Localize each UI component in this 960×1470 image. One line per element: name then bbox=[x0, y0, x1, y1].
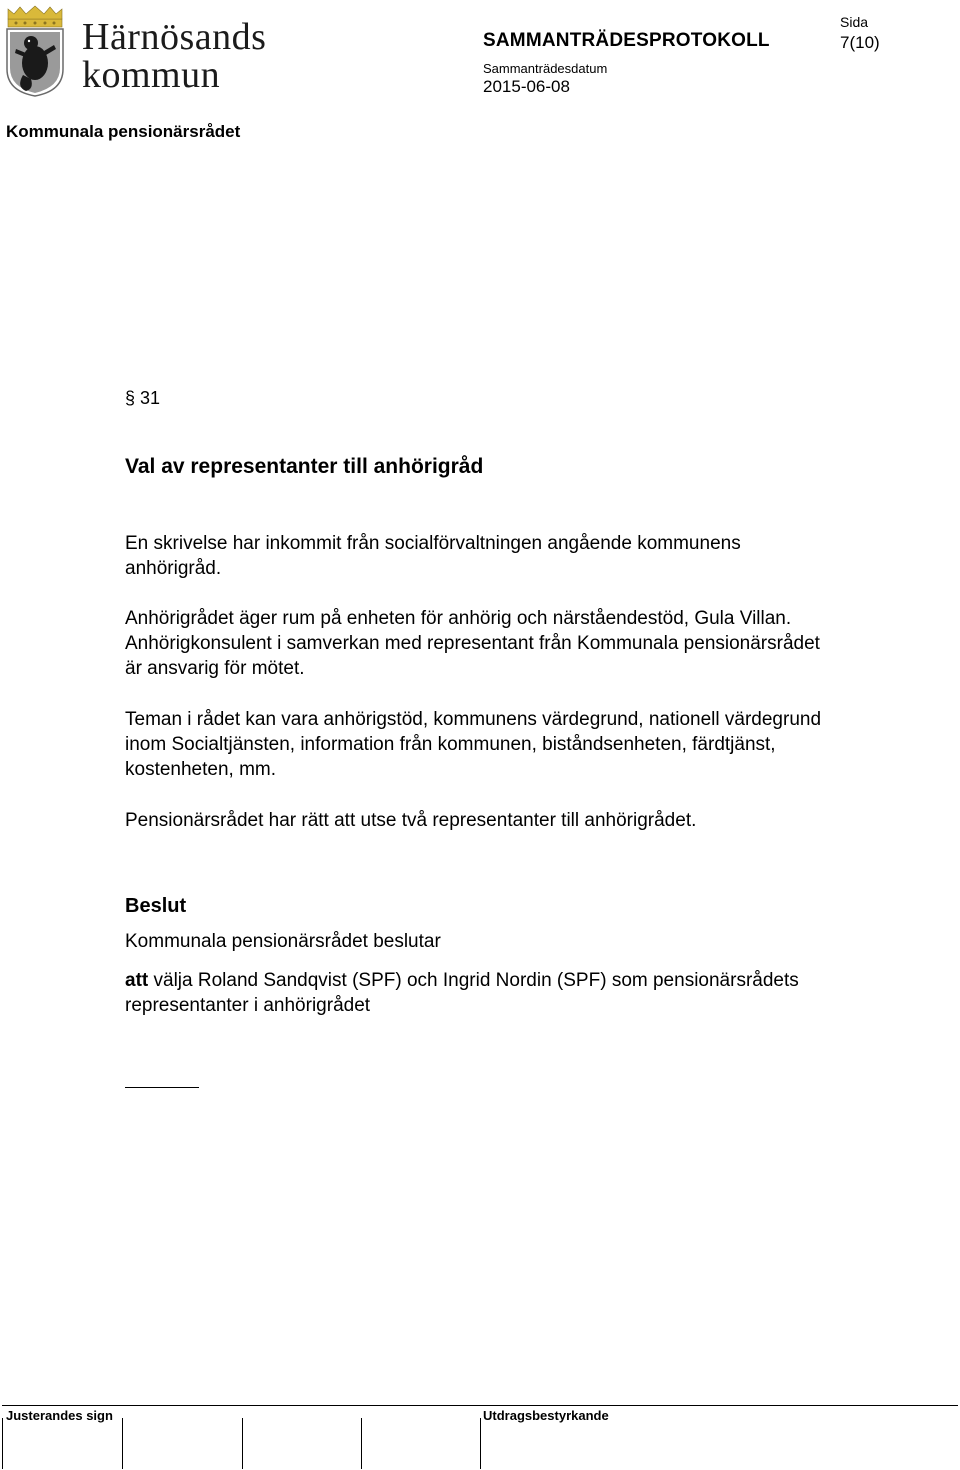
municipality-name-line2: kommun bbox=[82, 54, 221, 96]
meeting-date-label: Sammanträdesdatum bbox=[483, 61, 608, 76]
decision-intro: Kommunala pensionärsrådet beslutar bbox=[125, 931, 441, 952]
table-divider bbox=[361, 1418, 362, 1469]
coat-of-arms-icon bbox=[4, 5, 66, 97]
table-divider bbox=[2, 1418, 3, 1469]
decision-text bbox=[125, 968, 825, 1018]
decision-body: välja Roland Sandqvist (SPF) och Ingrid Nordin (SPF) som pensionärsrådets representanter i anhörigrådet bbox=[125, 970, 799, 1016]
section-title: Val av representanter till anhörigråd bbox=[125, 455, 484, 478]
body-paragraph: Teman i rådet kan vara anhörigstöd, kommunens värdegrund, nationell värdegrund inom Socialtjänsten, information från kommunen, biståndsenheten, färdtjänst, kostenheten, mm. bbox=[125, 709, 822, 780]
municipality-name-line1: Härnösands bbox=[82, 16, 267, 58]
document-type: SAMMANTRÄDESPROTOKOLL bbox=[483, 30, 770, 51]
decision-heading: Beslut bbox=[125, 895, 187, 917]
paragraph-number: § 31 bbox=[125, 388, 161, 408]
signature-label: Justerandes sign bbox=[6, 1408, 113, 1423]
committee-name: Kommunala pensionärsrådet bbox=[6, 122, 241, 141]
decision-keyword: att bbox=[125, 970, 149, 991]
body-paragraph: Anhörigrådet äger rum på enheten för anhörig och närståendestöd, Gula Villan. Anhörigkonsulent i samverkan med representant från Kommunala pensionärsrådet är ansvarig för mötet. bbox=[125, 608, 820, 679]
municipality-logo-text bbox=[82, 18, 282, 98]
extract-label: Utdragsbestyrkande bbox=[483, 1408, 609, 1423]
section-end-rule bbox=[125, 1087, 199, 1088]
page-label: Sida bbox=[840, 14, 869, 30]
table-divider bbox=[480, 1418, 481, 1469]
page-number: 7(10) bbox=[840, 33, 880, 52]
body-paragraph: Pensionärsrådet har rätt att utse två representanter till anhörigrådet. bbox=[125, 810, 697, 831]
table-divider bbox=[122, 1418, 123, 1469]
body-paragraph: En skrivelse har inkommit från socialförvaltningen angående kommunens anhörigråd. bbox=[125, 533, 741, 579]
signature-table bbox=[2, 1405, 958, 1469]
table-divider bbox=[242, 1418, 243, 1469]
meeting-date: 2015-06-08 bbox=[483, 77, 570, 96]
